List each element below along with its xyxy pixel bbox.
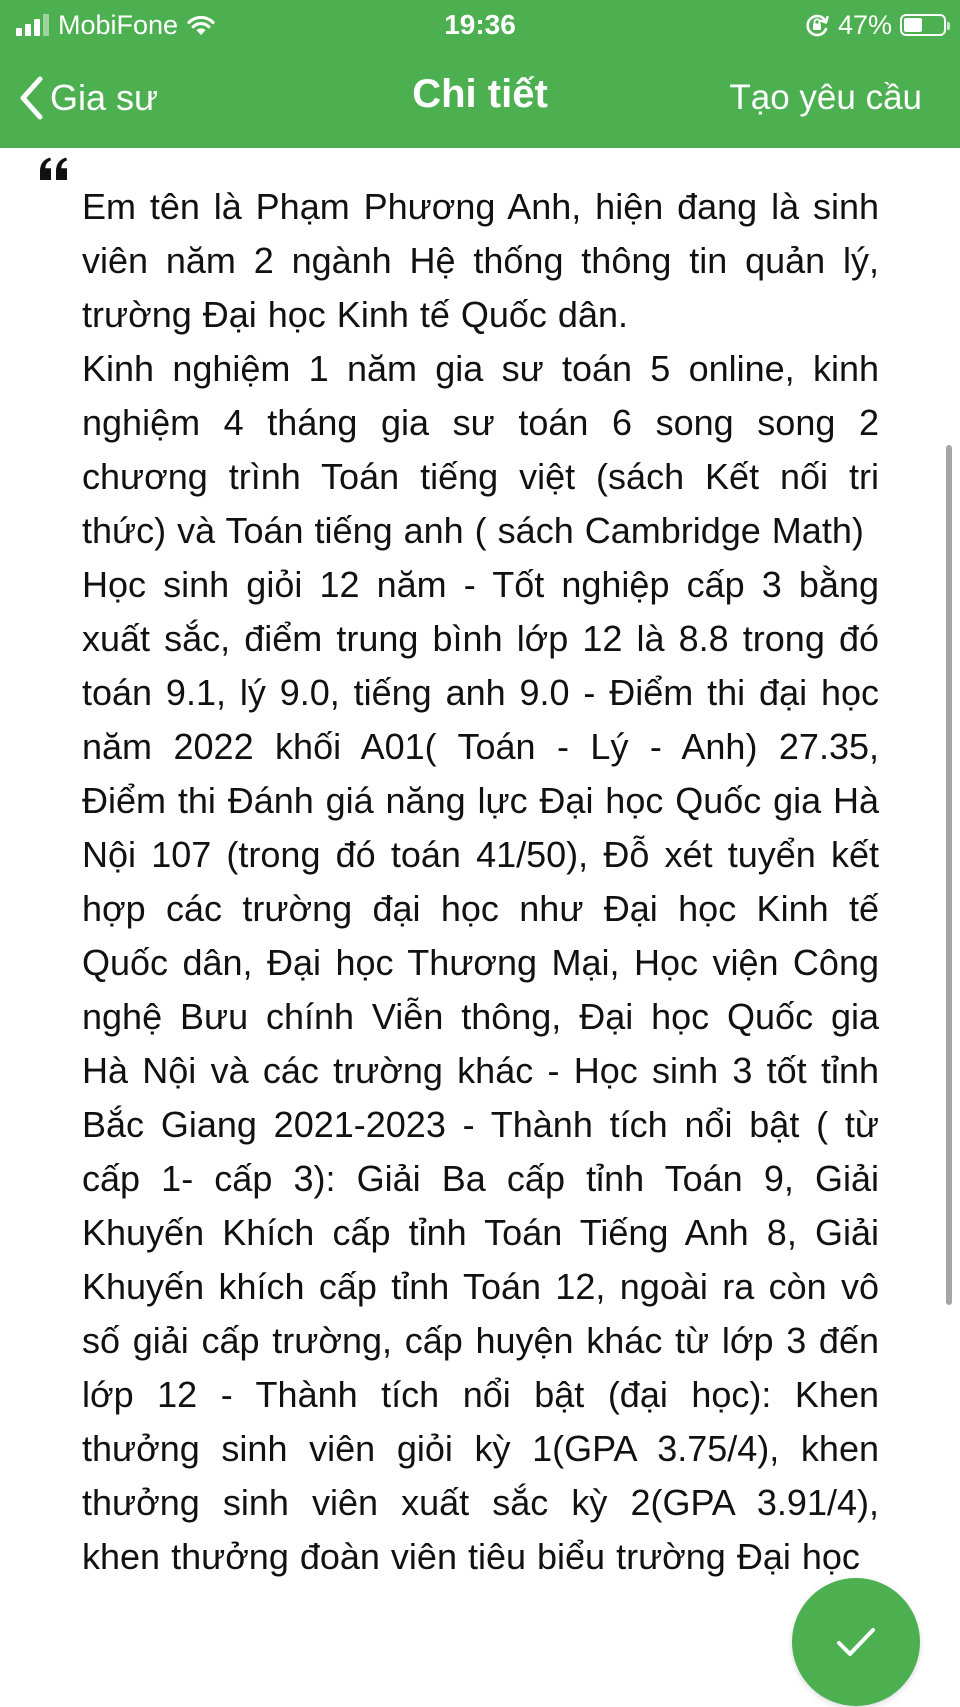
description-paragraph: Kinh nghiệm 1 năm gia sư toán 5 online, kinh nghiệm 4 tháng gia sư toán 6 song song 2 chương trình Toán tiếng việt (sách Kết nối tri thức) và Toán tiếng anh ( sách Cambridge Math)	[82, 348, 879, 551]
navigation-bar	[0, 52, 960, 144]
tutor-description	[82, 180, 879, 1584]
description-paragraph: Em tên là Phạm Phương Anh, hiện đang là sinh viên năm 2 ngành Hệ thống thông tin quản lý, trường Đại học Kinh tế Quốc dân.	[82, 186, 879, 335]
create-request-button[interactable]: Tạo yêu cầu	[729, 78, 922, 117]
battery-icon	[900, 14, 946, 36]
scrollbar[interactable]	[946, 445, 952, 1305]
confirm-button[interactable]	[792, 1578, 920, 1706]
description-paragraph: Học sinh giỏi 12 năm - Tốt nghiệp cấp 3 bằng xuất sắc, điểm trung bình lớp 12 là 8.8 trong đó toán 9.1, lý 9.0, tiếng anh 9.0 - Điểm thi đại học năm 2022 khối A01( Toán - Lý - Anh) 27.35, Điểm thi Đánh giá năng lực Đại học Quốc gia Hà Nội 107 (trong đó toán 41/50), Đỗ xét tuyển kết hợp các trường đại học như Đại học Kinh tế Quốc dân, Đại học Thương Mại, Học viện Công nghệ Bưu chính Viễn thông, Đại học Quốc gia Hà Nội và các trường khác - Học sinh 3 tốt tỉnh Bắc Giang 2021-2023 - Thành tích nổi bật ( từ cấp 1- cấp 3): Giải Ba cấp tỉnh Toán 9, Giải Khuyến Khích cấp tỉnh Toán Tiếng Anh 8, Giải Khuyến khích cấp tỉnh Toán 12, ngoài ra còn vô số giải cấp trường, cấp huyện khác từ lớp 3 đến lớp 12 - Thành tích nổi bật (đại học): Khen thưởng sinh viên giỏi kỳ 1(GPA 3.75/4), khen thưởng sinh viên xuất sắc kỳ 2(GPA 3.91/4), khen thưởng đoàn viên tiêu biểu trường Đại học	[82, 564, 879, 1577]
quote-icon	[38, 156, 70, 182]
page-title: Chi tiết	[412, 72, 548, 116]
status-bar	[0, 0, 960, 50]
status-time: 19:36	[444, 9, 516, 40]
app-header	[0, 0, 960, 148]
back-label: Gia sư	[50, 77, 159, 118]
battery-level	[904, 18, 922, 32]
checkmark-icon	[834, 1624, 878, 1660]
battery-percent: 47%	[837, 9, 892, 40]
carrier-name: MobiFone	[58, 9, 179, 40]
status-right	[804, 9, 946, 41]
orientation-lock-icon	[804, 12, 830, 38]
